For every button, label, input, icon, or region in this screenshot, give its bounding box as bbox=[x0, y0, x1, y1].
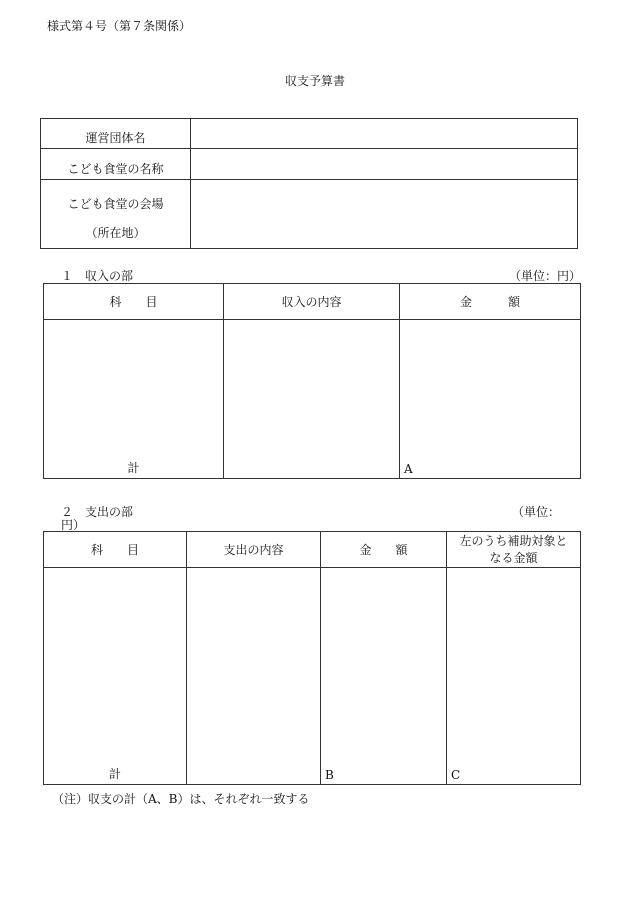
income-col-content: 収入の内容 bbox=[224, 284, 400, 320]
form-number: 様式第４号（第７条関係） bbox=[47, 19, 192, 33]
org-label-venue-cell bbox=[41, 180, 191, 249]
expense-unit-line2: 円） bbox=[61, 518, 86, 532]
expense-col-subsidy-line2: なる金額 bbox=[489, 550, 538, 565]
org-value-group[interactable] bbox=[191, 119, 578, 149]
income-col-item: 科 目 bbox=[44, 284, 224, 320]
expense-col-item: 科 目 bbox=[44, 532, 187, 568]
expense-total-label: 計 bbox=[44, 568, 187, 785]
org-value-cafeteria[interactable] bbox=[191, 149, 578, 180]
org-label-location: （所在地） bbox=[85, 226, 146, 240]
org-value-venue[interactable] bbox=[191, 180, 578, 249]
expense-table bbox=[43, 531, 581, 785]
income-table bbox=[43, 283, 581, 479]
income-col-amount: 金 額 bbox=[400, 284, 581, 320]
expense-total-c: C bbox=[447, 568, 581, 785]
income-heading: １ 収入の部 bbox=[61, 269, 134, 283]
expense-total-b: B bbox=[321, 568, 447, 785]
org-label-venue: こども食堂の会場 bbox=[67, 197, 164, 211]
org-label-group: 運営団体名 bbox=[41, 119, 191, 149]
expense-heading: ２ 支出の部 bbox=[61, 505, 134, 519]
note: （注）収支の計（A、B）は、それぞれ一致する bbox=[52, 792, 310, 806]
income-content-cell[interactable] bbox=[224, 320, 400, 479]
expense-content-cell[interactable] bbox=[187, 568, 321, 785]
expense-col-content: 支出の内容 bbox=[187, 532, 321, 568]
income-unit: （単位：円） bbox=[509, 269, 582, 283]
org-label-cafeteria: こども食堂の名称 bbox=[41, 149, 191, 180]
expense-col-subsidy bbox=[447, 532, 581, 568]
income-total-a: A bbox=[400, 320, 581, 479]
income-total-label: 計 bbox=[44, 320, 224, 479]
org-info-table bbox=[40, 118, 578, 249]
expense-unit-line1: （単位： bbox=[512, 505, 561, 519]
expense-col-amount: 金 額 bbox=[321, 532, 447, 568]
page-title: 収支予算書 bbox=[284, 74, 345, 88]
expense-col-subsidy-line1: 左のうち補助対象と bbox=[459, 533, 568, 548]
